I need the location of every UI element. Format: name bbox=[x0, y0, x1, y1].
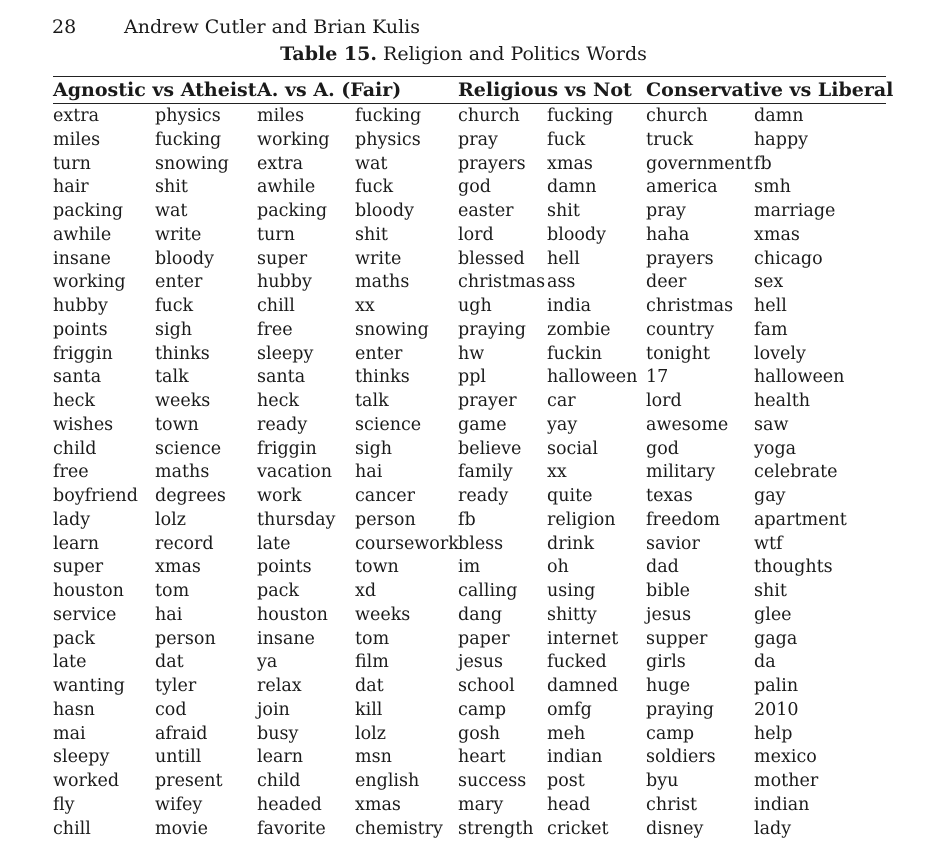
table-cell: huge bbox=[646, 676, 691, 696]
table-cell: sleepy bbox=[257, 343, 314, 364]
table-cell: child bbox=[257, 771, 301, 791]
table-cell: damn bbox=[547, 177, 597, 198]
table-row bbox=[53, 129, 886, 153]
table-cell: free bbox=[53, 462, 89, 483]
table-cell: lord bbox=[646, 391, 682, 411]
table-cell: zombie bbox=[547, 319, 611, 340]
table-cell: pray bbox=[458, 129, 498, 150]
table-cell: chill bbox=[53, 818, 91, 839]
table-cell: head bbox=[547, 794, 591, 815]
table-cell: lolz bbox=[155, 509, 186, 530]
table-cell: believe bbox=[458, 438, 522, 459]
table-cell: santa bbox=[53, 367, 102, 388]
table-cell: bloody bbox=[547, 224, 606, 245]
table-cell: super bbox=[53, 557, 104, 578]
table-cell: packing bbox=[53, 201, 124, 221]
table-cell: wat bbox=[155, 201, 188, 221]
table-cell: town bbox=[155, 414, 199, 435]
table-cell: fuckin bbox=[547, 343, 603, 364]
table-row bbox=[53, 651, 886, 675]
table-cell: heck bbox=[257, 391, 300, 411]
table-cell: enter bbox=[355, 343, 403, 364]
table-cell: calling bbox=[458, 581, 518, 601]
table-row bbox=[53, 271, 886, 295]
table-cell: fucked bbox=[547, 652, 607, 673]
table-cell: lord bbox=[458, 224, 494, 245]
table-cell: english bbox=[355, 771, 420, 791]
table-cell: santa bbox=[257, 367, 306, 388]
table-cell: drink bbox=[547, 533, 595, 554]
table-cell: fucking bbox=[155, 129, 222, 150]
table-row bbox=[53, 746, 886, 770]
table-cell: success bbox=[458, 771, 527, 791]
table-cell: xmas bbox=[754, 224, 800, 245]
table-cell: jesus bbox=[646, 604, 692, 625]
table-cell: indian bbox=[754, 794, 810, 815]
table-cell: texas bbox=[646, 486, 693, 506]
table-cell: cancer bbox=[355, 486, 416, 506]
table-cell: ya bbox=[257, 652, 278, 673]
table-cell: marriage bbox=[754, 201, 836, 221]
table-cell: america bbox=[646, 177, 718, 198]
table-cell: camp bbox=[646, 723, 695, 744]
table-cell: houston bbox=[257, 604, 328, 625]
table-cell: dang bbox=[458, 604, 503, 625]
table-cell: shit bbox=[155, 177, 188, 198]
table-cell: fb bbox=[754, 153, 772, 174]
table-cell: ppl bbox=[458, 367, 487, 388]
table-cell: tom bbox=[155, 581, 190, 601]
table-row bbox=[53, 818, 886, 842]
table-row bbox=[53, 580, 886, 604]
table-cell: supper bbox=[646, 628, 708, 649]
table-cell: free bbox=[257, 319, 293, 340]
table-cell: family bbox=[458, 462, 513, 483]
table-cell: help bbox=[754, 723, 793, 744]
table-row bbox=[53, 224, 886, 248]
table-cell: chill bbox=[257, 296, 295, 316]
table-cell: wtf bbox=[754, 533, 783, 554]
table-row bbox=[53, 104, 886, 129]
table-cell: friggin bbox=[53, 343, 113, 364]
table-cell: favorite bbox=[257, 818, 326, 839]
table-cell: worked bbox=[53, 771, 120, 791]
table-cell: yoga bbox=[754, 438, 797, 459]
table-cell: miles bbox=[53, 129, 101, 150]
table-cell: christmas bbox=[646, 296, 734, 316]
table-row bbox=[53, 533, 886, 557]
table-cell: lolz bbox=[355, 723, 386, 744]
table-row bbox=[53, 699, 886, 723]
table-cell: ready bbox=[458, 486, 509, 506]
table-cell: friggin bbox=[257, 438, 317, 459]
table-cell: tyler bbox=[155, 676, 197, 696]
table-cell: present bbox=[155, 771, 223, 791]
table-cell: fucking bbox=[547, 106, 614, 126]
table-cell: paper bbox=[458, 628, 510, 649]
table-cell: fuck bbox=[355, 177, 394, 198]
column-header-agnostic-vs-atheist-fair: A. vs A. (Fair) bbox=[257, 77, 458, 104]
table-cell: praying bbox=[458, 319, 526, 340]
table-cell: wanting bbox=[53, 676, 125, 696]
table-row bbox=[53, 438, 886, 462]
table-body bbox=[53, 104, 886, 842]
table-cell: kill bbox=[355, 699, 383, 720]
table-row bbox=[53, 153, 886, 177]
table-cell: religion bbox=[547, 509, 616, 530]
table-cell: packing bbox=[257, 201, 328, 221]
table-row bbox=[53, 794, 886, 818]
table-row bbox=[53, 295, 886, 319]
table-cell: glee bbox=[754, 604, 792, 625]
table-cell: extra bbox=[53, 106, 100, 126]
table-cell: yay bbox=[547, 414, 578, 435]
table-cell: gaga bbox=[754, 628, 798, 649]
table-row bbox=[53, 556, 886, 580]
table-cell: vacation bbox=[257, 462, 332, 483]
table-cell: physics bbox=[155, 106, 221, 126]
table-cell: maths bbox=[155, 462, 210, 483]
table-cell: deer bbox=[646, 272, 687, 293]
table-row bbox=[53, 461, 886, 485]
table-cell: using bbox=[547, 581, 596, 601]
table-cell: celebrate bbox=[754, 462, 838, 483]
table-cell: xmas bbox=[355, 794, 401, 815]
table-cell: post bbox=[547, 771, 585, 791]
table-cell: mexico bbox=[754, 747, 817, 768]
table-cell: damn bbox=[754, 106, 804, 126]
table-cell: lady bbox=[754, 818, 792, 839]
table-cell: houston bbox=[53, 581, 124, 601]
table-cell: science bbox=[355, 414, 422, 435]
table-cell: dat bbox=[355, 676, 384, 696]
table-cell: heart bbox=[458, 747, 506, 768]
table-cell: talk bbox=[155, 367, 189, 388]
table-cell: service bbox=[53, 604, 117, 625]
table-cell: fly bbox=[53, 794, 75, 815]
table-cell: turn bbox=[257, 224, 295, 245]
table-cell: hubby bbox=[53, 296, 108, 316]
table-cell: insane bbox=[257, 628, 315, 649]
table-cell: god bbox=[646, 438, 679, 459]
table-cell: saw bbox=[754, 414, 789, 435]
table-cell: sigh bbox=[355, 438, 393, 459]
table-cell: prayers bbox=[458, 153, 526, 174]
table-cell: disney bbox=[646, 818, 704, 839]
table-cell: write bbox=[155, 224, 202, 245]
table-cell: military bbox=[646, 462, 716, 483]
table-cell: lovely bbox=[754, 343, 806, 364]
table-cell: christmas bbox=[458, 272, 546, 293]
table-cell: join bbox=[257, 699, 290, 720]
table-cell: xmas bbox=[547, 153, 593, 174]
table-cell: work bbox=[257, 486, 302, 506]
table-row bbox=[53, 509, 886, 533]
table-cell: working bbox=[257, 129, 330, 150]
table-cell: bloody bbox=[155, 248, 214, 269]
table-cell: science bbox=[155, 438, 222, 459]
table-cell: school bbox=[458, 676, 515, 696]
table-cell: pack bbox=[53, 628, 96, 649]
table-row bbox=[53, 723, 886, 747]
table-cell: miles bbox=[257, 106, 305, 126]
table-cell: sigh bbox=[155, 319, 193, 340]
table-cell: hasn bbox=[53, 699, 95, 720]
table-cell: 2010 bbox=[754, 699, 799, 720]
table-cell: camp bbox=[458, 699, 507, 720]
table-row bbox=[53, 675, 886, 699]
table-cell: untill bbox=[155, 747, 202, 768]
table-cell: girls bbox=[646, 652, 686, 673]
table-cell: coursework bbox=[355, 533, 459, 554]
table-cell: halloween bbox=[754, 367, 845, 388]
table-cell: tom bbox=[355, 628, 390, 649]
table-cell: byu bbox=[646, 771, 679, 791]
table-cell: praying bbox=[646, 699, 714, 720]
table-cell: internet bbox=[547, 628, 619, 649]
table-cell: happy bbox=[754, 129, 809, 150]
table-row bbox=[53, 200, 886, 224]
table-cell: physics bbox=[355, 129, 421, 150]
table-cell: mai bbox=[53, 723, 86, 744]
table-cell: strength bbox=[458, 818, 534, 839]
table-cell: government bbox=[646, 153, 753, 174]
table-cell: blessed bbox=[458, 248, 525, 269]
running-head bbox=[52, 16, 420, 38]
table-cell: church bbox=[646, 106, 708, 126]
table-cell: awesome bbox=[646, 414, 729, 435]
table-cell: msn bbox=[355, 747, 392, 768]
words-table bbox=[53, 76, 894, 841]
table-cell: jesus bbox=[458, 652, 504, 673]
table-cell: church bbox=[458, 106, 520, 126]
table-cell: write bbox=[355, 248, 402, 269]
table-cell: bless bbox=[458, 533, 504, 554]
table-row bbox=[53, 176, 886, 200]
table-cell: omfg bbox=[547, 699, 592, 720]
table-cell: im bbox=[458, 557, 481, 578]
table-cell: super bbox=[257, 248, 308, 269]
table-cell: car bbox=[547, 391, 576, 411]
table-row bbox=[53, 343, 886, 367]
table-row bbox=[53, 366, 886, 390]
column-header-agnostic-vs-atheist: Agnostic vs Atheist bbox=[53, 77, 257, 104]
table-cell: wishes bbox=[53, 414, 114, 435]
table-cell: christ bbox=[646, 794, 698, 815]
table-cell: game bbox=[458, 414, 507, 435]
table-cell: cod bbox=[155, 699, 187, 720]
table-cell: damned bbox=[547, 676, 619, 696]
table-cell: bible bbox=[646, 581, 690, 601]
table-cell: xx bbox=[355, 296, 375, 316]
table-cell: thinks bbox=[155, 343, 210, 364]
table-cell: working bbox=[53, 272, 126, 293]
table-cell: smh bbox=[754, 177, 791, 198]
table-row bbox=[53, 770, 886, 794]
table-cell: headed bbox=[257, 794, 322, 815]
table-row bbox=[53, 390, 886, 414]
table-cell: hai bbox=[355, 462, 383, 483]
table-cell: relax bbox=[257, 676, 302, 696]
table-cell: afraid bbox=[155, 723, 208, 744]
table-row bbox=[53, 485, 886, 509]
table-caption-label: Table 15. bbox=[280, 43, 377, 65]
table-cell: hw bbox=[458, 343, 485, 364]
table-cell: prayer bbox=[458, 391, 517, 411]
table-cell: learn bbox=[257, 747, 304, 768]
table-row bbox=[53, 319, 886, 343]
table-cell: child bbox=[53, 438, 97, 459]
table-cell: pack bbox=[257, 581, 300, 601]
table-cell: sex bbox=[754, 272, 784, 293]
table-cell: halloween bbox=[547, 367, 638, 388]
table-cell: snowing bbox=[355, 319, 429, 340]
table-cell: town bbox=[355, 557, 399, 578]
table-cell: ugh bbox=[458, 296, 492, 316]
table-cell: quite bbox=[547, 486, 593, 506]
table-cell: easter bbox=[458, 201, 514, 221]
table-cell: god bbox=[458, 177, 491, 198]
table-cell: hell bbox=[547, 248, 580, 269]
table-cell: fucking bbox=[355, 106, 422, 126]
table-cell: truck bbox=[646, 129, 694, 150]
table-cell: points bbox=[53, 319, 108, 340]
table-cell: awhile bbox=[257, 177, 316, 198]
table-cell: points bbox=[257, 557, 312, 578]
table-cell: extra bbox=[257, 153, 304, 174]
table-cell: degrees bbox=[155, 486, 226, 506]
column-header-religious-vs-not: Religious vs Not bbox=[458, 77, 646, 104]
table-cell: snowing bbox=[155, 153, 229, 174]
table-cell: fuck bbox=[547, 129, 586, 150]
table-cell: shit bbox=[754, 581, 787, 601]
table-cell: hell bbox=[754, 296, 787, 316]
table-cell: turn bbox=[53, 153, 91, 174]
table-cell: awhile bbox=[53, 224, 112, 245]
table-cell: heck bbox=[53, 391, 96, 411]
table-cell: maths bbox=[355, 272, 410, 293]
table-cell: soldiers bbox=[646, 747, 716, 768]
table-cell: prayers bbox=[646, 248, 714, 269]
table-cell: xx bbox=[547, 462, 567, 483]
table-cell: busy bbox=[257, 723, 299, 744]
table-caption bbox=[0, 43, 927, 65]
table-cell: fb bbox=[458, 509, 476, 530]
table-cell: shitty bbox=[547, 604, 597, 625]
table-cell: savior bbox=[646, 533, 700, 554]
table-cell: shit bbox=[355, 224, 388, 245]
table-cell: thoughts bbox=[754, 557, 833, 578]
table-cell: person bbox=[155, 628, 216, 649]
table-cell: cricket bbox=[547, 818, 609, 839]
table-cell: india bbox=[547, 296, 592, 316]
table-cell: oh bbox=[547, 557, 569, 578]
table-cell: hai bbox=[155, 604, 183, 625]
table-cell: wat bbox=[355, 153, 388, 174]
table-cell: shit bbox=[547, 201, 580, 221]
table-cell: health bbox=[754, 391, 810, 411]
running-head-authors: Andrew Cutler and Brian Kulis bbox=[124, 16, 421, 38]
table-caption-text: Religion and Politics Words bbox=[383, 43, 647, 65]
table-cell: talk bbox=[355, 391, 389, 411]
table-cell: boyfriend bbox=[53, 486, 138, 506]
table-cell: lady bbox=[53, 509, 91, 530]
table-cell: chemistry bbox=[355, 818, 443, 839]
page-number: 28 bbox=[52, 16, 77, 38]
table-cell: person bbox=[355, 509, 416, 530]
table-cell: country bbox=[646, 319, 715, 340]
table-cell: dat bbox=[155, 652, 184, 673]
table-cell: bloody bbox=[355, 201, 414, 221]
table-cell: hubby bbox=[257, 272, 312, 293]
table-cell: hair bbox=[53, 177, 89, 198]
table-cell: weeks bbox=[355, 604, 411, 625]
table-cell: ready bbox=[257, 414, 308, 435]
table-cell: indian bbox=[547, 747, 603, 768]
table-cell: pray bbox=[646, 201, 686, 221]
table-cell: thinks bbox=[355, 367, 410, 388]
table-cell: late bbox=[53, 652, 87, 673]
table-cell: 17 bbox=[646, 367, 669, 388]
table-cell: movie bbox=[155, 818, 208, 839]
table-cell: thursday bbox=[257, 509, 336, 530]
table-cell: haha bbox=[646, 224, 690, 245]
table-cell: wifey bbox=[155, 794, 203, 815]
table-cell: fuck bbox=[155, 296, 194, 316]
table-row bbox=[53, 604, 886, 628]
table-cell: weeks bbox=[155, 391, 211, 411]
table-cell: dad bbox=[646, 557, 679, 578]
table-cell: enter bbox=[155, 272, 203, 293]
table-cell: learn bbox=[53, 533, 100, 554]
table-cell: palin bbox=[754, 676, 799, 696]
table-cell: mother bbox=[754, 771, 819, 791]
table-cell: chicago bbox=[754, 248, 823, 269]
table-cell: insane bbox=[53, 248, 111, 269]
table-cell: late bbox=[257, 533, 291, 554]
table-cell: gosh bbox=[458, 723, 501, 744]
table-row bbox=[53, 628, 886, 652]
table-row bbox=[53, 248, 886, 272]
table-cell: ass bbox=[547, 272, 576, 293]
table-cell: sleepy bbox=[53, 747, 110, 768]
table-cell: xd bbox=[355, 581, 377, 601]
table-cell: record bbox=[155, 533, 214, 554]
table-cell: apartment bbox=[754, 509, 847, 530]
table-cell: film bbox=[355, 652, 389, 673]
table-cell: tonight bbox=[646, 343, 710, 364]
table-header-row bbox=[53, 77, 886, 104]
table-cell: gay bbox=[754, 486, 786, 506]
table-row bbox=[53, 414, 886, 438]
column-header-conservative-vs-liberal: Conservative vs Liberal bbox=[646, 77, 886, 104]
table-cell: meh bbox=[547, 723, 586, 744]
table-cell: freedom bbox=[646, 509, 720, 530]
table-cell: fam bbox=[754, 319, 788, 340]
table-cell: social bbox=[547, 438, 598, 459]
table-cell: xmas bbox=[155, 557, 201, 578]
table-cell: da bbox=[754, 652, 776, 673]
table-cell: mary bbox=[458, 794, 504, 815]
